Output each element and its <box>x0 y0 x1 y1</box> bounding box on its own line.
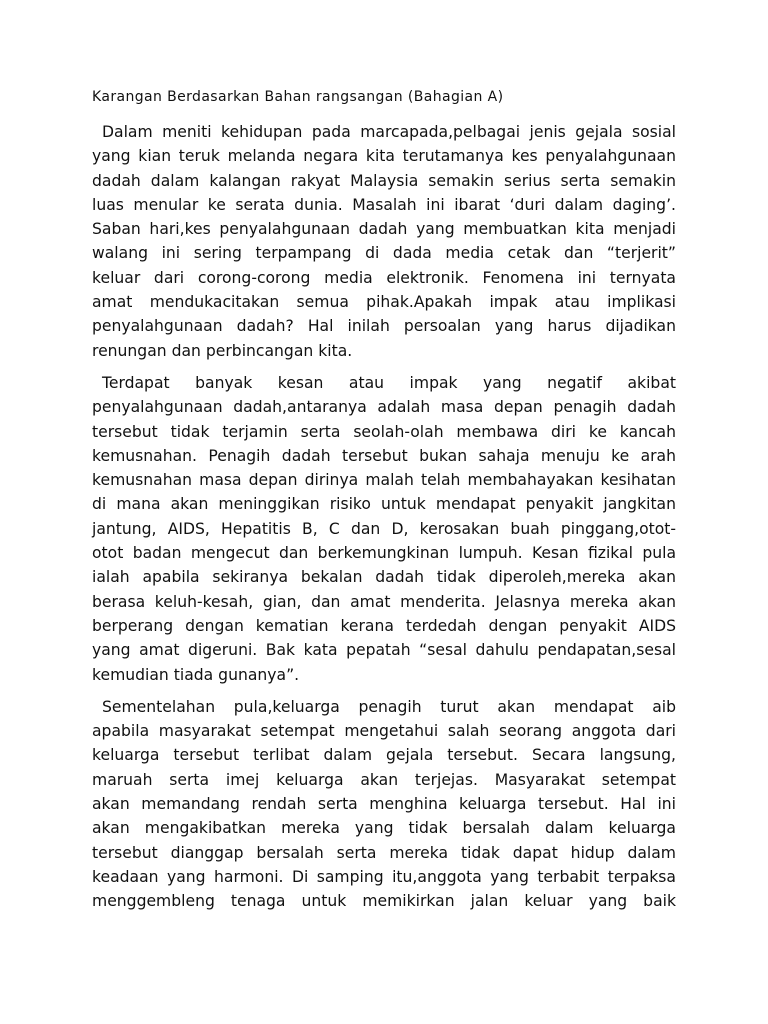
paragraph-line: maruah serta imej keluarga akan terjejas. Masyarakat setempat <box>92 770 676 789</box>
paragraph-line: kemusnahan. Penagih dadah tersebut bukan sahaja menuju ke arah <box>92 446 676 465</box>
document-title: Karangan Berdasarkan Bahan rangsangan (Bahagian A) <box>92 89 504 105</box>
paragraph <box>92 371 676 687</box>
paragraph-line: tersebut dianggap bersalah serta mereka tidak dapat hidup dalam <box>92 843 676 862</box>
paragraph-line: Terdapat banyak kesan atau impak yang negatif akibat <box>102 373 676 392</box>
paragraph-line: kemudian tiada gunanya”. <box>92 665 300 684</box>
paragraph-line: jantung, AIDS, Hepatitis B, C dan D, kerosakan buah pinggang,otot- <box>92 519 676 538</box>
paragraph-line: di mana akan meninggikan risiko untuk mendapat penyakit jangkitan <box>92 495 676 514</box>
paragraph-line: akan mengakibatkan mereka yang tidak bersalah dalam keluarga <box>92 819 676 838</box>
paragraph-line: menggembleng tenaga untuk memikirkan jalan keluar yang baik <box>92 892 676 911</box>
paragraph-line: yang kian teruk melanda negara kita terutamanya kes penyalahgunaan <box>92 147 676 166</box>
paragraph-line: berasa keluh-kesah, gian, dan amat menderita. Jelasnya mereka akan <box>92 592 676 611</box>
paragraph-line: renungan dan perbincangan kita. <box>92 341 353 360</box>
paragraph-line: penyalahgunaan dadah? Hal inilah persoalan yang harus dijadikan <box>92 317 676 336</box>
paragraph-line: Sementelahan pula,keluarga penagih turut akan mendapat aib <box>102 697 676 716</box>
paragraph-line: keluar dari corong-corong media elektronik. Fenomena ini ternyata <box>92 268 676 287</box>
paragraph-line: Dalam meniti kehidupan pada marcapada,pelbagai jenis gejala sosial <box>102 123 676 141</box>
paragraph-line: keluarga tersebut terlibat dalam gejala tersebut. Secara langsung, <box>92 746 676 765</box>
paragraph-line: keadaan yang harmoni. Di samping itu,anggota yang terbabit terpaksa <box>92 867 676 886</box>
paragraph <box>92 120 676 363</box>
paragraph-line: tersebut tidak terjamin serta seolah-olah membawa diri ke kancah <box>92 422 676 441</box>
paragraph-line: dadah dalam kalangan rakyat Malaysia semakin serius serta semakin <box>92 171 676 190</box>
paragraph-line: akan memandang rendah serta menghina keluarga tersebut. Hal ini <box>92 795 676 814</box>
paragraph-line: ialah apabila sekiranya bekalan dadah tidak diperoleh,mereka akan <box>92 568 676 587</box>
paragraph-line: Saban hari,kes penyalahgunaan dadah yang membuatkan kita menjadi <box>92 220 676 239</box>
paragraph-line: otot badan mengecut dan berkemungkinan lumpuh. Kesan fizikal pula <box>92 544 676 563</box>
paragraph-line: penyalahgunaan dadah,antaranya adalah masa depan penagih dadah <box>92 398 676 417</box>
paragraph-line: yang amat digeruni. Bak kata pepatah “sesal dahulu pendapatan,sesal <box>92 641 676 660</box>
paragraph-line: apabila masyarakat setempat mengetahui salah seorang anggota dari <box>92 722 676 741</box>
paragraph-line: walang ini sering terpampang di dada media cetak dan “terjerit” <box>92 244 676 263</box>
paragraph-line: kemusnahan masa depan dirinya malah telah membahayakan kesihatan <box>92 471 676 490</box>
paragraph-line: luas menular ke serata dunia. Masalah ini ibarat ‘duri dalam daging’. <box>92 195 676 214</box>
document-body <box>92 120 676 922</box>
paragraph <box>92 695 676 914</box>
paragraph-line: berperang dengan kematian kerana terdedah dengan penyakit AIDS <box>92 616 676 635</box>
paragraph-line: amat mendukacitakan semua pihak.Apakah impak atau implikasi <box>92 293 676 312</box>
